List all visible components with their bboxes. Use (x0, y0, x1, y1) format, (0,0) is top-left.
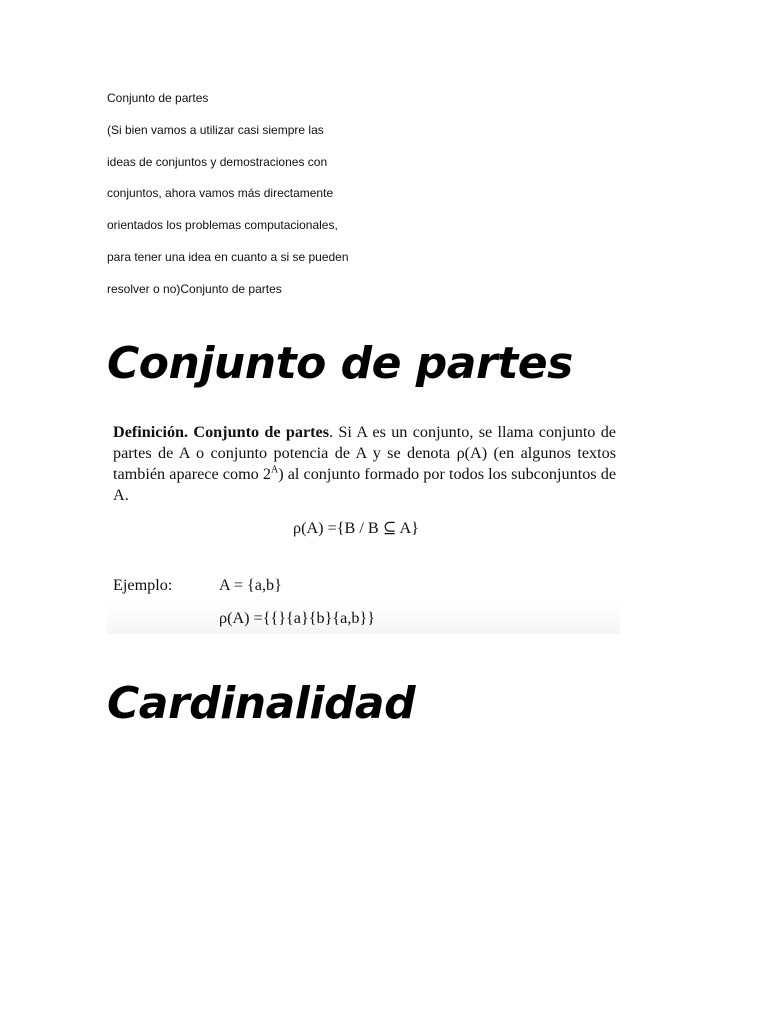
intro-line-7: resolver o no)Conjunto de partes (107, 282, 282, 296)
definition-image (107, 412, 620, 634)
example-label: Ejemplo: (113, 576, 173, 594)
definition-term: Definición. Conjunto de partes (113, 423, 330, 441)
definition-paragraph (113, 422, 616, 506)
intro-line-5: orientados los problemas computacionales, (107, 218, 338, 232)
intro-line-1: Conjunto de partes (107, 91, 209, 105)
example-power-set: ρ(A) ={{}{a}{b}{a,b}} (219, 609, 376, 627)
intro-line-2: (Si bien vamos a utilizar casi siempre las (107, 123, 324, 137)
example-set: A = {a,b} (219, 576, 282, 594)
definition-text-1: . Si A es un conjunto, se llama conjunto de partes de A o conjunto potencia de A y se denota ρ(A) (en algunos textos también aparece como 2 (113, 423, 616, 483)
power-set-formula: ρ(A) ={B / B ⊆ A} (293, 519, 419, 537)
intro-line-4: conjuntos, ahora vamos más directamente (107, 186, 334, 200)
intro-line-3: ideas de conjuntos y demostraciones con (107, 155, 328, 169)
definition-superscript: A (270, 464, 279, 476)
definition-text-2: ) al conjunto formado por todos los subconjuntos de A. (113, 465, 617, 504)
heading-cardinalidad: Cardinalidad (107, 678, 416, 729)
intro-line-6: para tener una idea en cuanto a si se pueden (107, 250, 349, 264)
heading-conjunto-de-partes: Conjunto de partes (107, 338, 573, 389)
